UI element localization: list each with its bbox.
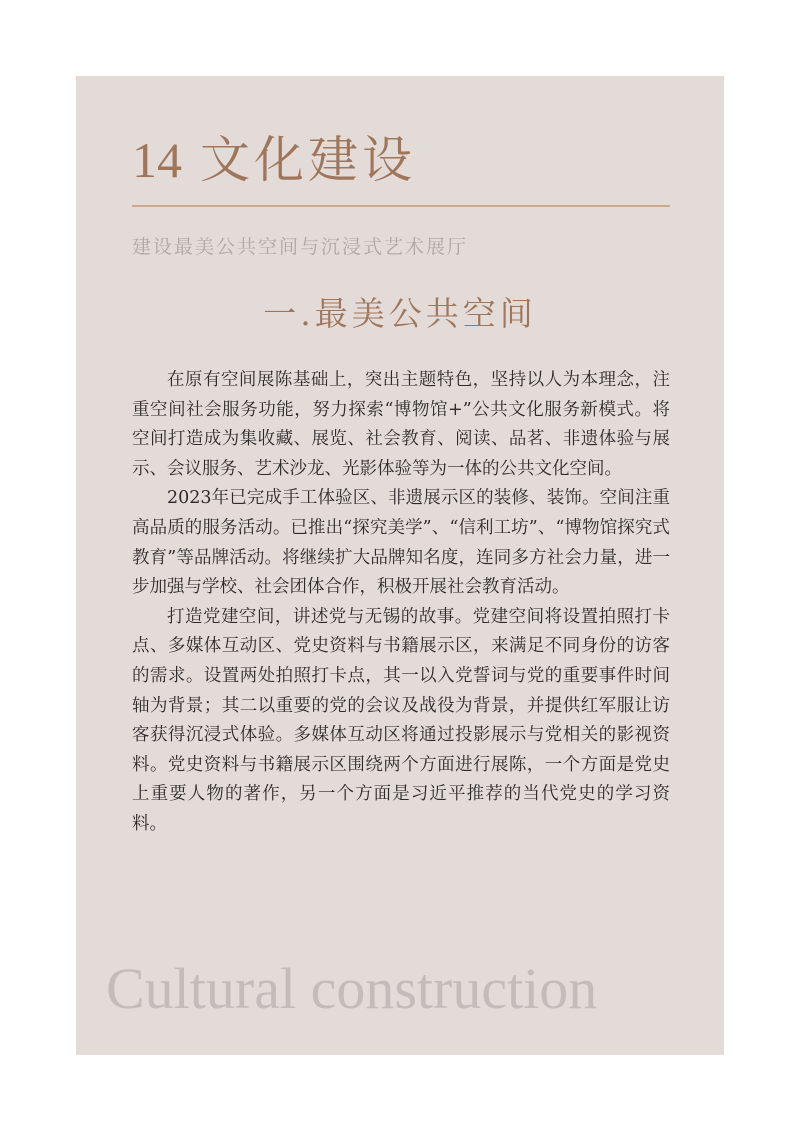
paragraph-2: 2023年已完成手工体验区、非遗展示区的装修、装饰。空间注重高品质的服务活动。已推出“探究美学”、“信利工坊”、“博物馆探究式教育”等品牌活动。将继续扩大品牌知名度，连同多方社会力量，进一步加强与学校、社会团体合作，积极开展社会教育活动。 [132,488,670,598]
title-divider [132,205,670,207]
subtitle: 建设最美公共空间与沉浸式艺术展厅 [132,236,469,258]
page-panel [76,76,724,1055]
chapter-number: 14 [132,132,182,188]
chapter-title-text: 文化建设 [200,131,416,189]
chapter-title [132,130,416,190]
paragraph-3: 打造党建空间，讲述党与无锡的故事。党建空间将设置拍照打卡点、多媒体互动区、党史资料与书籍展示区，来满足不同身份的访客的需求。设置两处拍照打卡点，其一以入党誓词与党的重要事件时间轴为背景；其二以重要的党的会议及战役为背景，并提供红军服让访客获得沉浸式体验。多媒体互动区将通过投影展示与党相关的影视资料。党史资料与书籍展示区围绕两个方面进行展陈，一个方面是党史上重要人物的著作，另一个方面是习近平推荐的当代党史的学习资料。 [132,606,670,834]
watermark-text: Cultural construction [106,956,598,1021]
body-text [132,366,670,840]
paragraph-1: 在原有空间展陈基础上，突出主题特色，坚持以人为本理念，注重空间社会服务功能，努力探索“博物馆+”公共文化服务新模式。将空间打造成为集收藏、展览、社会教育、阅读、品茗、非遗体验与展示、会议服务、艺术沙龙、光影体验等为一体的公共文化空间。 [132,370,670,479]
section-heading: 一.最美公共空间 [263,294,537,333]
